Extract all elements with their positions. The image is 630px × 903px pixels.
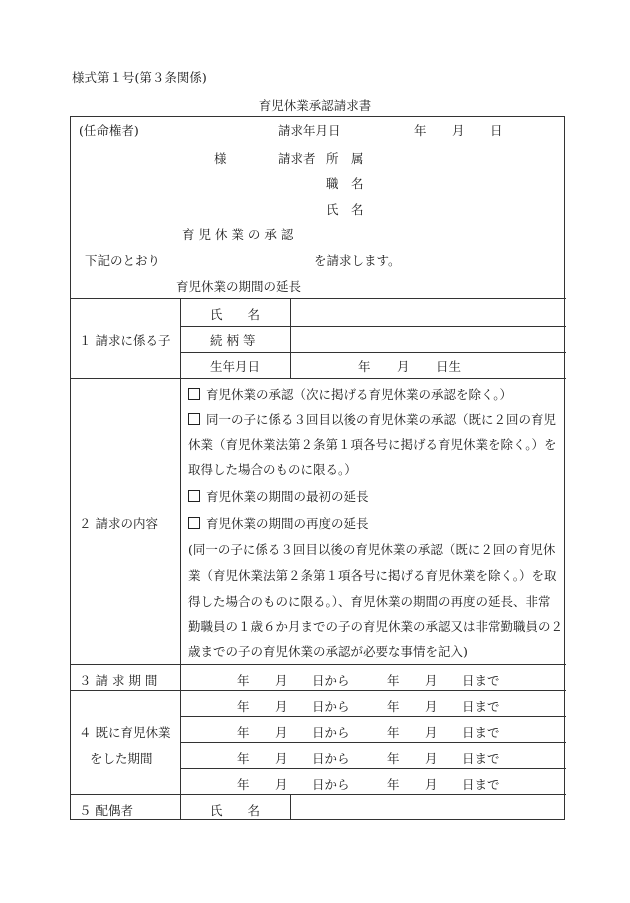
period-year-start: 年 — [237, 725, 250, 740]
birth-month: 月 — [397, 359, 410, 374]
note-line-5: 歳までの子の育児休業の承認が必要な事情を記入) — [188, 644, 468, 659]
period-year-end: 年 — [387, 777, 400, 792]
period-to: 日まで — [462, 673, 500, 688]
period-year-end: 年 — [387, 673, 400, 688]
extension-option: 育児休業の期間の延長 — [176, 279, 302, 294]
period-to: 日まで — [462, 751, 500, 766]
option-second-extension[interactable] — [188, 514, 369, 532]
period-from: 日から — [312, 725, 350, 740]
section1-label: １ 請求に係る子 — [79, 333, 171, 348]
note-line-1: (同一の子に係る３回目以後の育児休業の承認（既に２回の育児休 — [188, 542, 556, 557]
option-first-extension[interactable] — [188, 487, 369, 505]
period-year-start: 年 — [237, 673, 250, 688]
position-label: 職 名 — [326, 176, 364, 191]
period-month-end: 月 — [425, 751, 438, 766]
period-year-start: 年 — [237, 699, 250, 714]
option-second-extension-text: 育児休業の期間の再度の延長 — [206, 516, 369, 531]
note-line-2: 業（育児休業法第２条第１項各号に掲げる育児休業を除く。）を取 — [188, 568, 557, 583]
section5-label: ５ 配偶者 — [79, 803, 133, 818]
honorific-sama: 様 — [214, 151, 227, 166]
option-third-approval[interactable] — [188, 410, 556, 428]
request-suffix-text: を請求します。 — [314, 253, 401, 268]
date-year: 年 — [414, 123, 427, 138]
period-month-start: 月 — [275, 777, 288, 792]
period-month-start: 月 — [275, 673, 288, 688]
period-year-start: 年 — [237, 751, 250, 766]
date-month: 月 — [452, 123, 465, 138]
child-relation-label: 続 柄 等 — [210, 333, 256, 348]
as-follows-text: 下記のとおり — [85, 253, 161, 268]
period-to: 日まで — [462, 725, 500, 740]
period-year-end: 年 — [387, 725, 400, 740]
period-month-start: 月 — [275, 699, 288, 714]
affiliation-label: 所 属 — [326, 151, 364, 166]
option-first-extension-text: 育児休業の期間の最初の延長 — [206, 489, 369, 504]
period-month-end: 月 — [425, 699, 438, 714]
request-date-label: 請求年月日 — [278, 123, 341, 138]
period-year-start: 年 — [237, 777, 250, 792]
birth-year: 年 — [358, 359, 371, 374]
option-third-approval-line2: 休業（育児休業法第２条第１項各号に掲げる育児休業を除く。）を — [188, 437, 557, 452]
document-title: 育児休業承認請求書 — [258, 98, 372, 113]
appointer-label: (任命権者) — [79, 123, 139, 138]
date-day: 日 — [490, 123, 503, 138]
period-year-end: 年 — [387, 751, 400, 766]
section3-label: ３ 請 求 期 間 — [79, 673, 158, 688]
checkbox-icon[interactable] — [188, 490, 200, 502]
checkbox-icon[interactable] — [188, 517, 200, 529]
period-year-end: 年 — [387, 699, 400, 714]
option-third-approval-line3: 取得した場合のものに限る。） — [188, 462, 357, 477]
option-approval-text: 育児休業の承認（次に掲げる育児休業の承認を除く。） — [206, 387, 513, 402]
birth-day: 日生 — [436, 359, 462, 374]
approval-option: 育 児 休 業 の 承 認 — [182, 227, 294, 242]
section2-label: ２ 請求の内容 — [79, 516, 158, 531]
requester-label: 請求者 — [278, 151, 316, 166]
period-month-end: 月 — [425, 725, 438, 740]
spouse-name-label: 氏 名 — [210, 803, 261, 818]
request-form-table — [70, 116, 565, 820]
period-to: 日まで — [462, 777, 500, 792]
period-from: 日から — [312, 777, 350, 792]
period-to: 日まで — [462, 699, 500, 714]
section4-label-line1: ４ 既に育児休業 — [79, 725, 171, 740]
period-from: 日から — [312, 673, 350, 688]
option-third-approval-text: 同一の子に係る３回目以後の育児休業の承認（既に２回の育児 — [206, 412, 557, 427]
period-from: 日から — [312, 751, 350, 766]
period-month-start: 月 — [275, 725, 288, 740]
period-from: 日から — [312, 699, 350, 714]
child-name-label: 氏 名 — [210, 307, 261, 322]
note-line-3: 得した場合のものに限る。）、育児休業の期間の再度の延長、非常 — [188, 594, 551, 609]
period-month-end: 月 — [425, 777, 438, 792]
requester-name-label: 氏 名 — [326, 202, 364, 217]
period-month-end: 月 — [425, 673, 438, 688]
note-line-4: 勤職員の１歳６か月までの子の育児休業の承認又は非常勤職員の２ — [188, 619, 564, 634]
checkbox-icon[interactable] — [188, 413, 200, 425]
option-approval[interactable] — [188, 385, 512, 403]
checkbox-icon[interactable] — [188, 388, 200, 400]
section4-label-line2: をした期間 — [90, 751, 153, 766]
period-month-start: 月 — [275, 751, 288, 766]
form-number: 様式第１号(第３条関係) — [72, 70, 207, 85]
child-birthdate-label: 生年月日 — [210, 359, 261, 374]
